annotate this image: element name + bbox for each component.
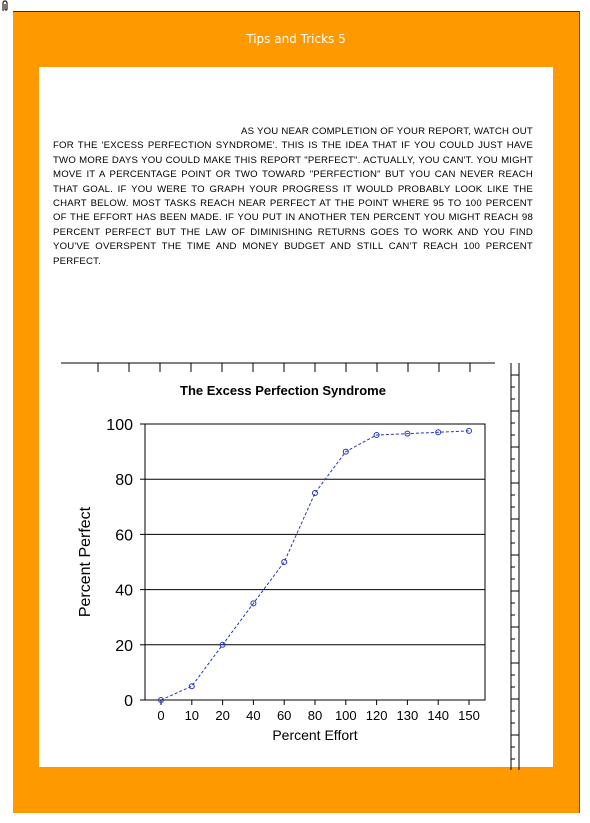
data-point [282,560,287,565]
body-paragraph: AS YOU NEAR COMPLETION OF YOUR REPORT, WATCH OUT FOR THE 'EXCESS PERFECTION SYNDROME'. THIS IS THE IDEA THAT IF YOU COULD JUST HAVE TWO MORE DAYS YOU COULD MAKE THIS REPORT "PERFECT". ACTUALLY, YOU CAN'T. YOU MIGHT MOVE IT A PERCENTAGE POINT OR TWO TOWARD "PERFECTION" BUT YOU CAN NEVER REACH THAT GOAL. IF YOU WERE TO GRAPH YOUR PROGRESS IT WOULD PROBABLY LOOK LIKE THE CHART BELOW. MOST TASKS REACH NEAR PERFECT AT THE POINT WHERE 95 TO 100 PERCENT OF THE EFFORT HAS BEEN MADE. IF YOU PUT IN ANOTHER TEN PERCENT YOU MIGHT REACH 98 PERCENT PERFECT BUT THE LAW OF DIMINISHING RETURNS GOES TO WORK AND YOU FIND YOU'VE OVERSPENT THE TIME AND MONEY BUDGET AND STILL CAN'T REACH 100 PERCENT PERFECT. [53,126,533,267]
right-ruler-ticks [511,375,519,759]
data-points [159,428,472,702]
y-tick-label: 100 [106,417,133,434]
y-tick-labels [106,417,145,710]
y-tick-label: 20 [115,637,133,655]
x-tick-label: 130 [396,708,419,723]
y-tick-label: 0 [124,693,133,710]
x-tick-label: 40 [246,708,261,723]
chart-title: The Excess Perfection Syndrome [180,383,386,398]
y-tick-label: 60 [115,527,133,545]
gridlines [145,479,485,645]
x-tick-label: 100 [334,708,357,723]
x-tick-label: 120 [365,708,388,723]
x-tick-label: 140 [427,708,450,723]
y-tick-label: 80 [115,472,133,490]
y-tick-label: 40 [115,582,133,600]
x-tick-label: 80 [307,708,323,723]
x-tick-label: 150 [458,708,480,723]
x-tick-label: 20 [215,708,230,723]
x-tick-label: 0 [157,708,165,723]
page-title: Tips and Tricks 5 [246,32,346,46]
x-axis-label: Percent Effort [272,727,358,743]
excess-perfection-chart [13,350,553,770]
plot-area [145,424,485,700]
top-ruler-ticks [98,363,470,372]
paperclip-icon [0,0,12,12]
x-tick-labels [157,700,479,723]
x-tick-label: 10 [184,708,200,723]
data-point [189,684,194,689]
data-point [313,491,318,496]
series-line [161,431,469,700]
y-axis-label: Percent Perfect [77,506,94,618]
x-tick-label: 60 [276,708,292,723]
